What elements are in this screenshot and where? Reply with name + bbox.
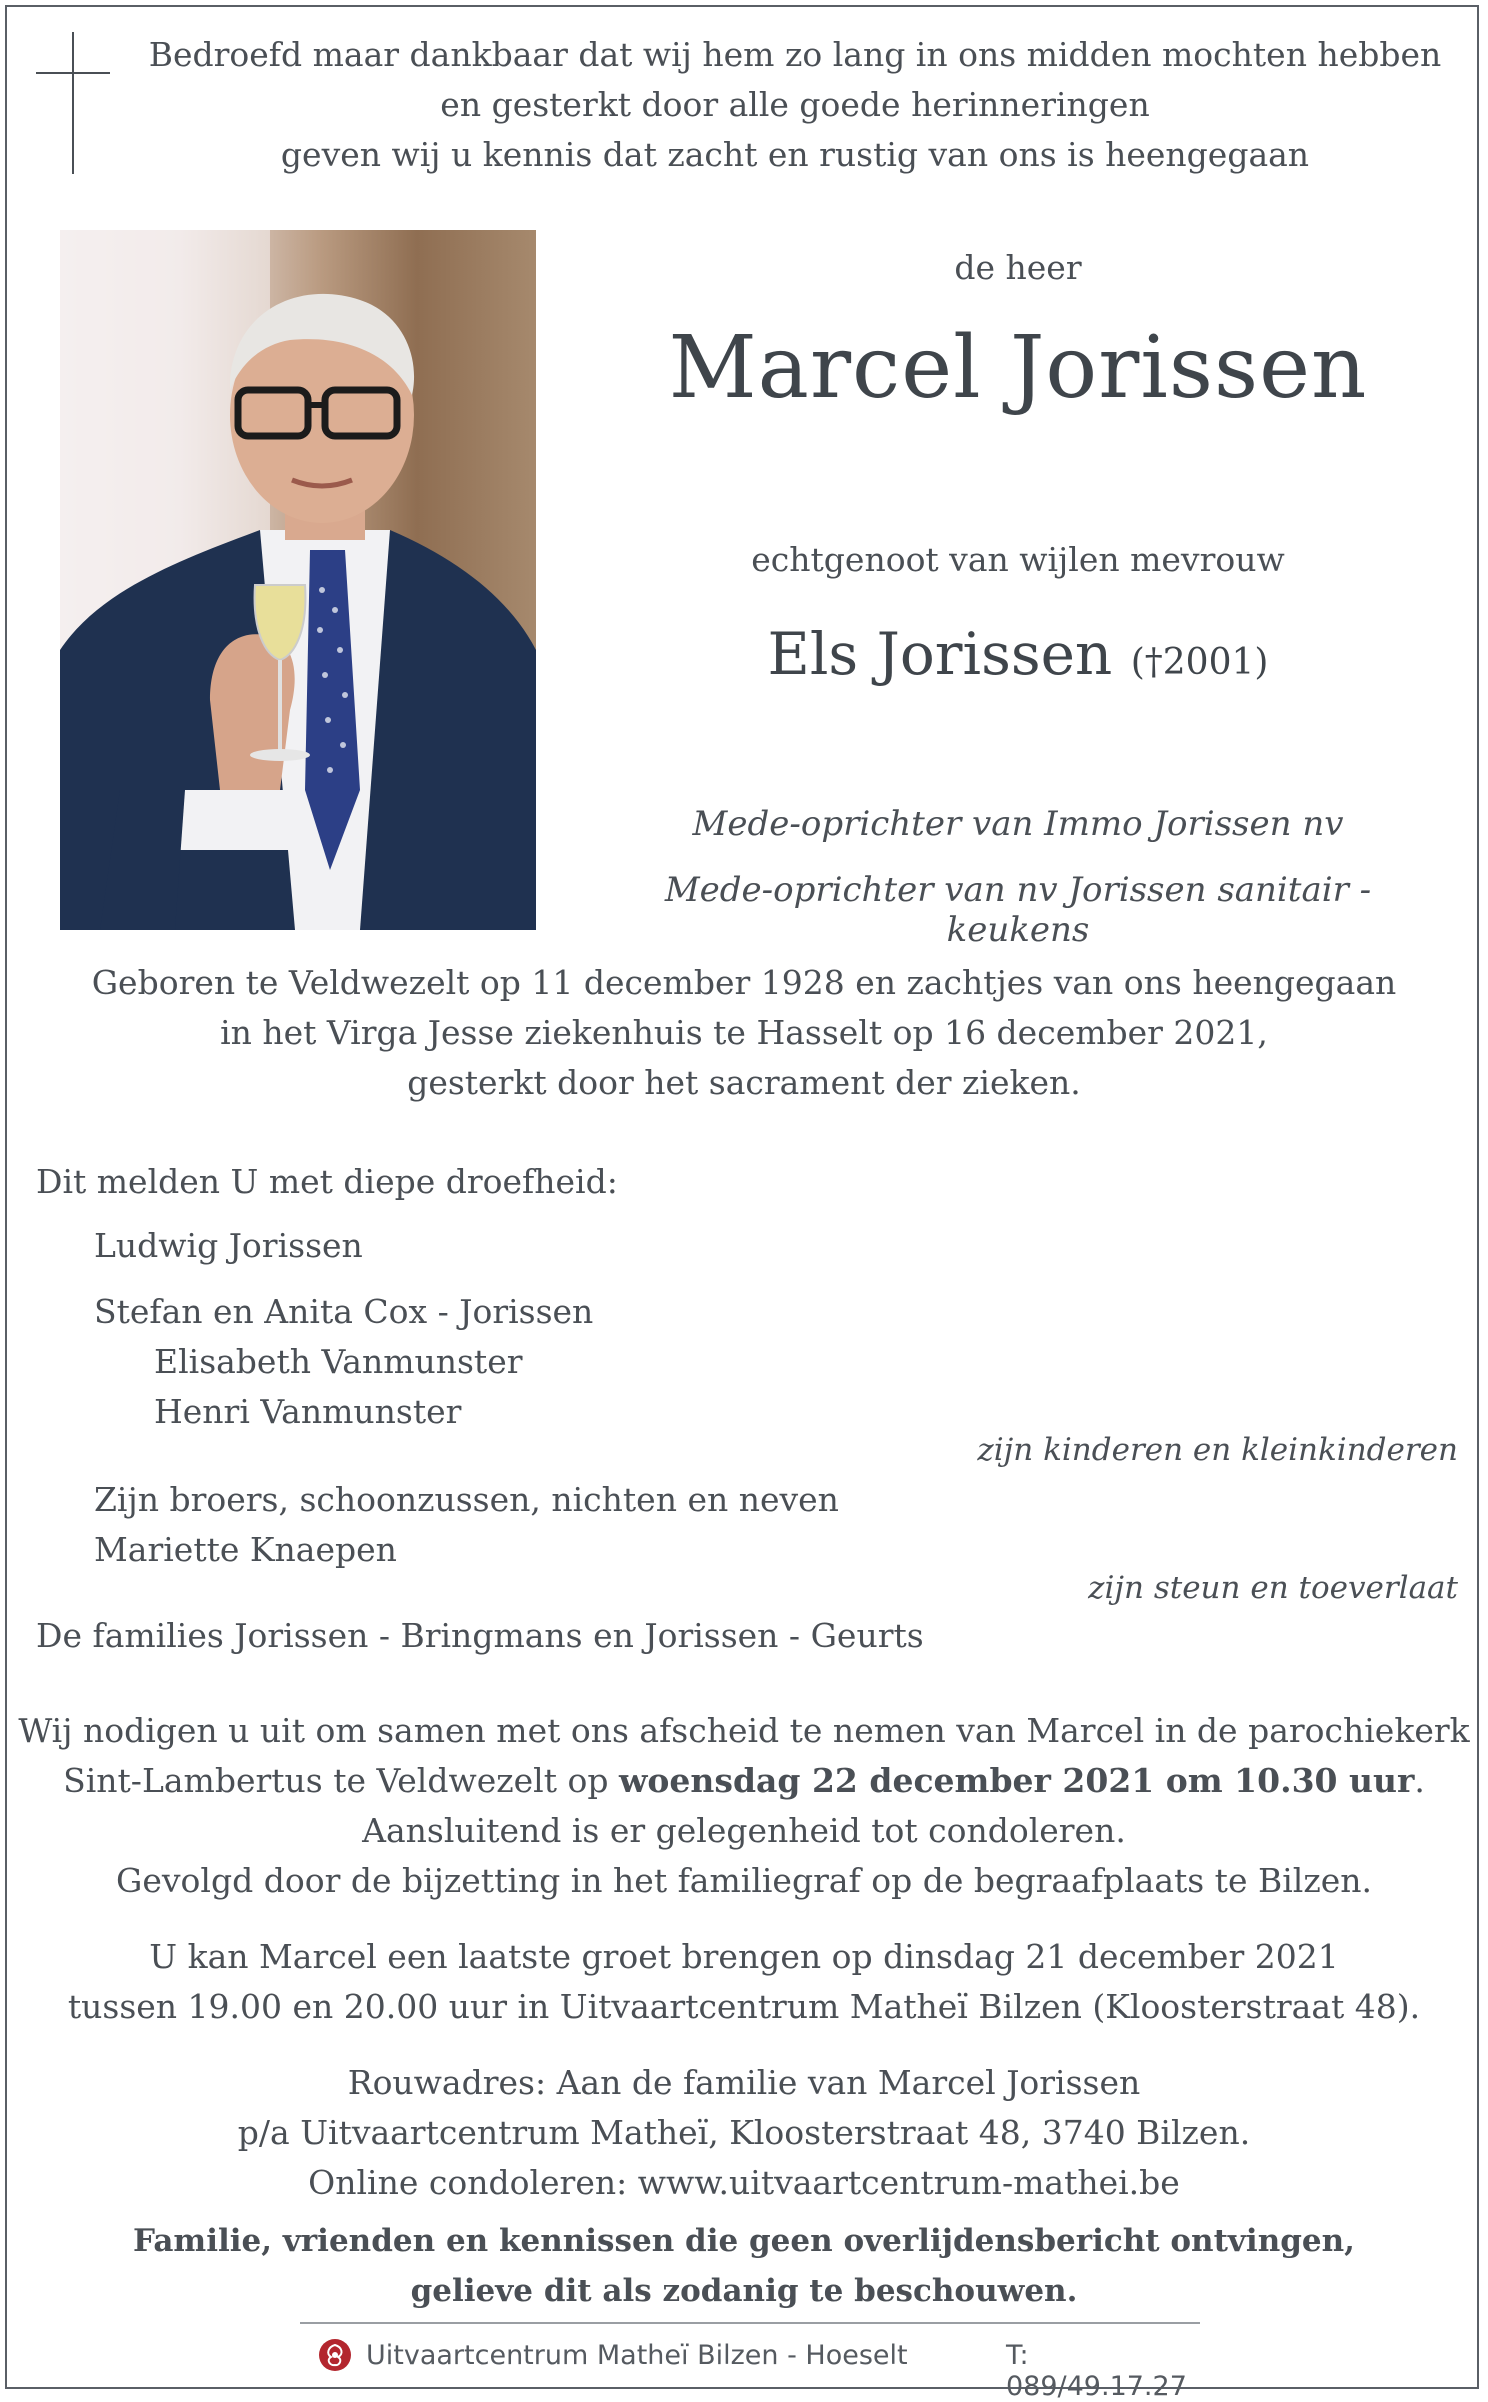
mourners-intro: Dit melden U met diepe droefheid:	[36, 1162, 618, 1201]
grandchild-2: Henri Vanmunster	[154, 1392, 462, 1431]
address-text	[0, 2058, 1488, 2208]
ceremony-line-2	[0, 1756, 1488, 1806]
notice-text	[0, 2216, 1488, 2316]
spouse-death-year: (†2001)	[1130, 642, 1269, 683]
portrait-illustration	[60, 230, 536, 930]
intro-line-3: geven wij u kennis dat zacht en rustig van ons is heengegaan	[280, 135, 1310, 174]
child-1: Ludwig Jorissen	[94, 1226, 363, 1265]
role-2: Mede-oprichter van nv Jorissen sanitair - keukens	[664, 870, 1372, 950]
intro-line-2: en gesterkt door alle goede herinneringen	[440, 85, 1150, 124]
children-note: zijn kinderen en kleinkinderen	[977, 1432, 1458, 1468]
birth-line-2: in het Virga Jesse ziekenhuis te Hasselt op 16 december 2021,	[220, 1013, 1268, 1052]
birth-line-3: gesterkt door het sacrament der zieken.	[407, 1063, 1081, 1102]
visitation-text	[0, 1932, 1488, 2032]
caregiver: Mariette Knaepen	[94, 1530, 397, 1569]
footer-company: Uitvaartcentrum Matheï Bilzen - Hoeselt	[366, 2340, 908, 2371]
ceremony-date: woensdag 22 december 2021 om 10.30 uur	[618, 1761, 1415, 1800]
intro-text	[120, 30, 1470, 180]
caregiver-note: zijn steun en toeverlaat	[1088, 1570, 1458, 1606]
deceased-name: Marcel Jorissen	[668, 318, 1368, 418]
rose-logo-icon	[318, 2338, 352, 2372]
address-line-2: p/a Uitvaartcentrum Matheï, Kloosterstraat 48, 3740 Bilzen.	[237, 2113, 1251, 2152]
role-1: Mede-oprichter van Immo Jorissen nv	[692, 804, 1344, 844]
families: De families Jorissen - Bringmans en Jorissen - Geurts	[36, 1616, 924, 1655]
ceremony-text	[0, 1706, 1488, 1906]
siblings: Zijn broers, schoonzussen, nichten en neven	[94, 1480, 839, 1519]
grandchild-1: Elisabeth Vanmunster	[154, 1342, 523, 1381]
birth-line-1: Geboren te Veldwezelt op 11 december 1928 en zachtjes van ons heengegaan	[91, 963, 1397, 1002]
cross-icon	[36, 32, 110, 174]
intro-line-1: Bedroefd maar dankbaar dat wij hem zo lang in ons midden mochten hebben	[148, 35, 1442, 74]
footer-divider	[300, 2322, 1200, 2324]
address-line-3: Online condoleren: www.uitvaartcentrum-mathei.be	[308, 2163, 1180, 2202]
ceremony-line-2-post: .	[1414, 1761, 1425, 1800]
footer	[300, 2330, 1200, 2402]
ceremony-line-3: Aansluitend is er gelegenheid tot condoleren.	[362, 1811, 1126, 1850]
visitation-line-1: U kan Marcel een laatste groet brengen op dinsdag 21 december 2021	[149, 1937, 1339, 1976]
address-line-1: Rouwadres: Aan de familie van Marcel Jorissen	[347, 2063, 1141, 2102]
ceremony-line-2-pre: Sint-Lambertus te Veldwezelt op	[63, 1761, 619, 1800]
ceremony-line-1: Wij nodigen u uit om samen met ons afscheid te nemen van Marcel in de parochiekerk	[18, 1711, 1470, 1750]
spouse-name: Els Jorissen	[767, 620, 1113, 688]
footer-phone: T: 089/49.17.27	[1006, 2340, 1187, 2402]
visitation-line-2: tussen 19.00 en 20.00 uur in Uitvaartcentrum Matheï Bilzen (Kloosterstraat 48).	[67, 1987, 1421, 2026]
portrait-photo	[60, 230, 536, 930]
birth-text	[0, 958, 1488, 1108]
spouse-line	[610, 620, 1426, 688]
title-prefix: de heer	[954, 248, 1082, 287]
notice-line-1: Familie, vrienden en kennissen die geen overlijdensbericht ontvingen,	[133, 2223, 1355, 2259]
ceremony-line-4: Gevolgd door de bijzetting in het familiegraf op de begraafplaats te Bilzen.	[116, 1861, 1372, 1900]
spouse-intro: echtgenoot van wijlen mevrouw	[751, 540, 1285, 579]
notice-line-2: gelieve dit als zodanig te beschouwen.	[410, 2273, 1078, 2309]
child-2: Stefan en Anita Cox - Jorissen	[94, 1292, 594, 1331]
